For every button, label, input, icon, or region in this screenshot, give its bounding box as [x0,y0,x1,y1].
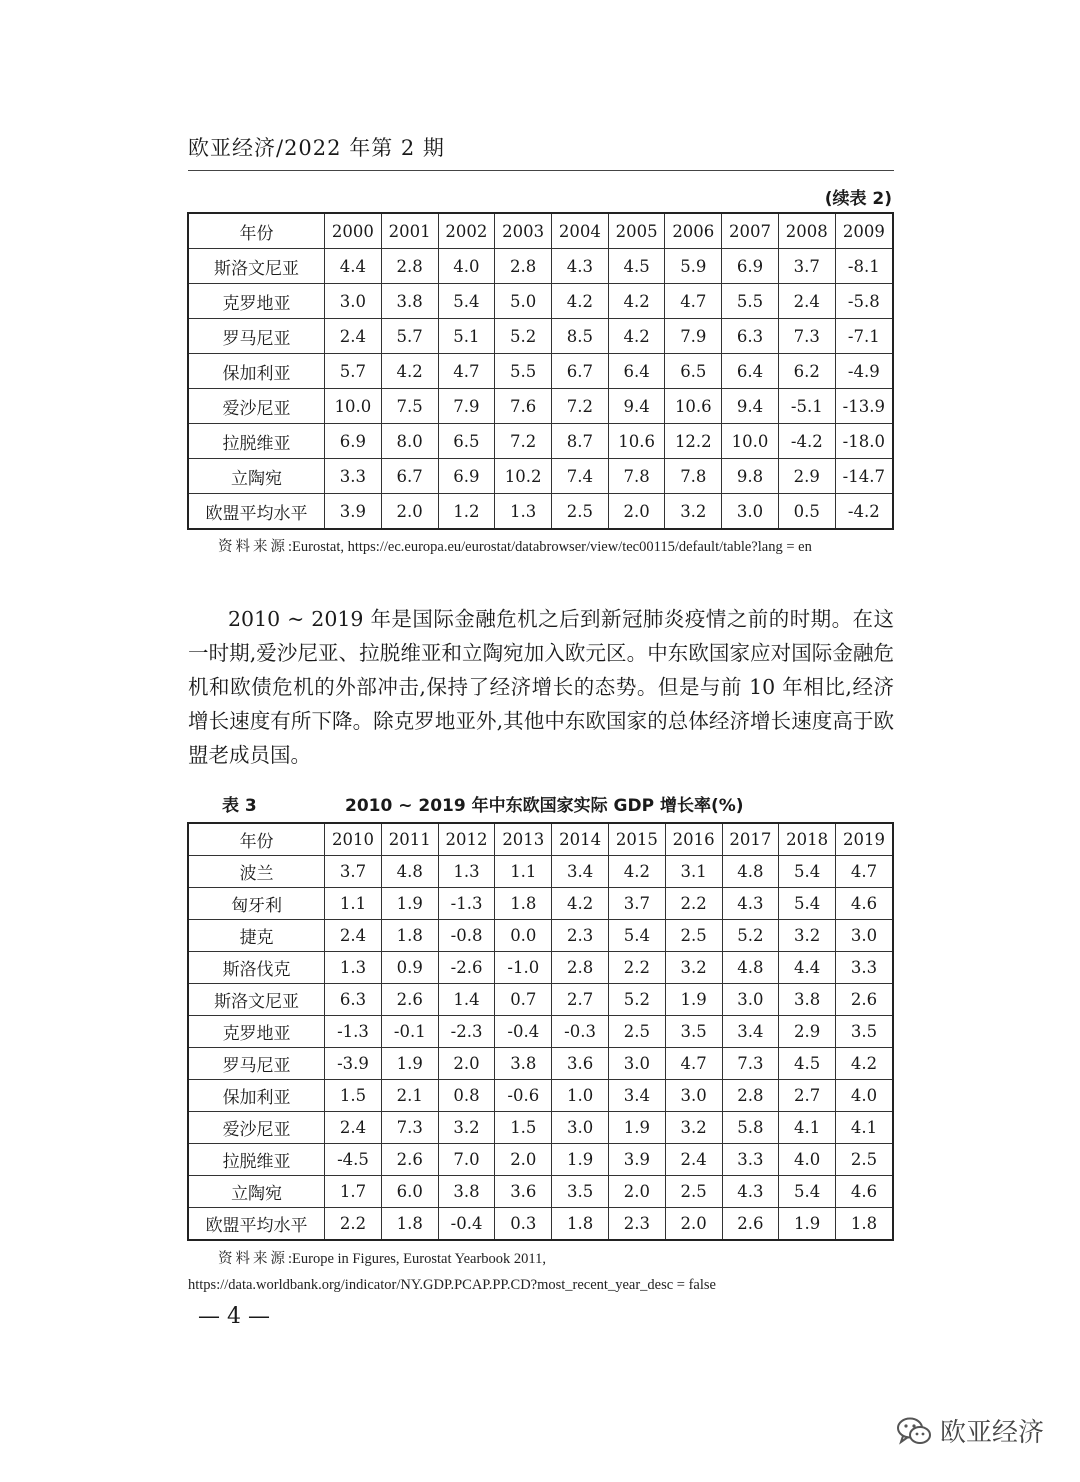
table-row [188,459,893,494]
table-cell: 7.2 [551,389,608,424]
table-cell: 7.3 [381,1112,438,1144]
table-cell: 2.2 [608,952,665,984]
row-label-country: 爱沙尼亚 [188,389,325,424]
table-cell: 6.7 [381,459,438,494]
table-cell: 6.5 [665,354,722,389]
source-label: 资料来源 [218,1251,288,1267]
table-cell: 3.8 [495,1048,552,1080]
watermark-text: 欧亚经济 [939,1418,1044,1448]
table-cell: 2.8 [381,249,438,284]
table-cell: 3.0 [665,1080,722,1112]
table-cell: 5.2 [495,319,552,354]
table-cell: 3.2 [665,494,722,530]
table-cell: 2.0 [438,1048,495,1080]
table-cell: 2.9 [778,459,835,494]
table-cell: 3.6 [495,1176,552,1208]
table-cell: 0.7 [495,984,552,1016]
row-label-country: 立陶宛 [188,1176,325,1208]
table-cell: 5.4 [779,1176,836,1208]
table-cell: -1.3 [438,888,495,920]
table-row [188,856,893,888]
table-row [188,354,893,389]
table-cell: 3.3 [325,459,382,494]
table-cell: 0.9 [381,952,438,984]
table-cell: 8.0 [381,424,438,459]
row-label-country: 斯洛文尼亚 [188,984,325,1016]
table-cell: 5.7 [381,319,438,354]
table-cell: -4.9 [835,354,893,389]
table-cell: 5.9 [665,249,722,284]
table-cell: 4.2 [608,284,665,319]
header-cell-year: 2011 [381,823,438,856]
table-cell: 3.0 [552,1112,609,1144]
table-row [188,389,893,424]
table-cell: 12.2 [665,424,722,459]
table-header-row [188,823,893,856]
table-cell: 7.8 [608,459,665,494]
row-label-country: 克罗地亚 [188,284,325,319]
table-cell: 2.2 [665,888,722,920]
table-cell: 2.0 [495,1144,552,1176]
table-cell: 6.7 [551,354,608,389]
table-cell: 2.6 [836,984,893,1016]
table-cell: 1.3 [495,494,552,530]
table-cell: 3.4 [608,1080,665,1112]
table-cell: -0.6 [495,1080,552,1112]
header-cell-year: 2002 [438,213,495,249]
table-cell: 4.8 [722,952,779,984]
table-header-row [188,213,893,249]
table-cell: 1.8 [381,1208,438,1241]
table-cell: 1.0 [552,1080,609,1112]
table-cell: 3.4 [552,856,609,888]
table-cell: 1.3 [325,952,382,984]
table-cell: 5.4 [608,920,665,952]
header-cell-year: 2017 [722,823,779,856]
table-cell: 6.0 [381,1176,438,1208]
table-cell: 3.1 [665,856,722,888]
table-cell: 3.5 [836,1016,893,1048]
table-cell: 4.2 [608,319,665,354]
table-cell: -0.1 [381,1016,438,1048]
header-cell-year-label: 年份 [188,823,325,856]
row-label-country: 匈牙利 [188,888,325,920]
table-cell: 3.9 [608,1144,665,1176]
header-cell-year: 2001 [381,213,438,249]
table-cell: -4.5 [325,1144,382,1176]
table-cell: 2.8 [495,249,552,284]
table-cell: 9.4 [608,389,665,424]
table-cell: -0.4 [495,1016,552,1048]
table-cell: 2.0 [608,494,665,530]
header-cell-year: 2014 [552,823,609,856]
table-cell: 4.2 [552,888,609,920]
table-cell: 4.2 [836,1048,893,1080]
table-cell: 4.7 [665,1048,722,1080]
table-cell: -13.9 [835,389,893,424]
header-cell-year-label: 年份 [188,213,325,249]
table-cell: 1.9 [665,984,722,1016]
table-cell: 3.2 [665,1112,722,1144]
table-cell: 4.3 [722,1176,779,1208]
row-label-country: 欧盟平均水平 [188,494,325,530]
table-cell: 7.2 [495,424,552,459]
table-cell: 4.8 [722,856,779,888]
table-cell: 2.8 [552,952,609,984]
table-cell: 2.0 [665,1208,722,1241]
table-cell: 1.9 [552,1144,609,1176]
table-cell: 2.5 [551,494,608,530]
table-cell: 1.9 [779,1208,836,1241]
table-cell: 4.5 [608,249,665,284]
wechat-icon [896,1416,932,1446]
table-cell: -1.3 [325,1016,382,1048]
table-cell: 5.4 [779,888,836,920]
table2-source-note [188,534,894,560]
table-cell: 3.2 [438,1112,495,1144]
table-cell: 4.7 [665,284,722,319]
table-cell: 3.4 [722,1016,779,1048]
table-cell: 4.7 [438,354,495,389]
table-cell: -14.7 [835,459,893,494]
table-cell: 1.9 [381,1048,438,1080]
row-label-country: 保加利亚 [188,354,325,389]
table-cell: 1.1 [325,888,382,920]
table-cell: 5.5 [722,284,779,319]
row-label-country: 捷克 [188,920,325,952]
row-label-country: 斯洛文尼亚 [188,249,325,284]
table-cell: 1.8 [552,1208,609,1241]
table-cell: 8.5 [551,319,608,354]
row-label-country: 保加利亚 [188,1080,325,1112]
table-cell: 10.6 [665,389,722,424]
table-cell: 2.6 [381,1144,438,1176]
table-cell: 3.7 [778,249,835,284]
table-cell: 1.4 [438,984,495,1016]
table-row [188,952,893,984]
table-cell: 2.4 [665,1144,722,1176]
table-cell: 1.8 [495,888,552,920]
table-cell: 1.8 [381,920,438,952]
header-cell-year: 2003 [495,213,552,249]
table-cell: 2.9 [779,1016,836,1048]
header-cell-year: 2004 [551,213,608,249]
table-cell: 4.4 [779,952,836,984]
table-cell: 3.2 [779,920,836,952]
table-cell: 6.2 [778,354,835,389]
table3-title: 2010 ~ 2019 年中东欧国家实际 GDP 增长率(%) [345,796,744,816]
row-label-country: 罗马尼亚 [188,319,325,354]
table-cell: -5.8 [835,284,893,319]
table-cell: -0.4 [438,1208,495,1241]
row-label-country: 罗马尼亚 [188,1048,325,1080]
table-row [188,1048,893,1080]
table-row [188,1144,893,1176]
table-cell: 3.0 [608,1048,665,1080]
table-cell: 4.8 [381,856,438,888]
header-cell-year: 2016 [665,823,722,856]
source-text: :Eurostat, https://ec.europa.eu/eurostat/databrowser/view/tec00115/default/table?lang = en [288,539,812,555]
table-cell: 4.1 [836,1112,893,1144]
table-cell: 1.9 [381,888,438,920]
table-cell: 1.5 [325,1080,382,1112]
header-cell-year: 2000 [325,213,382,249]
table-cell: 7.8 [665,459,722,494]
table-cell: -7.1 [835,319,893,354]
header-cell-year: 2018 [779,823,836,856]
table-cell: 4.2 [551,284,608,319]
table-cell: 1.9 [608,1112,665,1144]
table-cell: 2.8 [722,1080,779,1112]
table-cell: 7.9 [438,389,495,424]
table-cell: 10.0 [722,424,779,459]
table-cell: 9.4 [722,389,779,424]
table-row [188,319,893,354]
table-cell: 5.4 [779,856,836,888]
running-header: 欧亚经济/2022 年第 2 期 [188,132,894,171]
table-row [188,920,893,952]
table-row [188,1208,893,1241]
table-cell: 2.6 [381,984,438,1016]
header-cell-year: 2010 [325,823,382,856]
table-cell: 0.3 [495,1208,552,1241]
table-cell: 7.6 [495,389,552,424]
table-row [188,249,893,284]
table-cell: 5.2 [608,984,665,1016]
table-cell: 2.6 [722,1208,779,1241]
table-cell: 4.4 [325,249,382,284]
table-cell: 3.0 [836,920,893,952]
header-cell-year: 2005 [608,213,665,249]
table-cell: 10.6 [608,424,665,459]
table-cell: 4.3 [551,249,608,284]
table-cell: 2.5 [836,1144,893,1176]
table-cell: 2.4 [325,319,382,354]
header-cell-year: 2012 [438,823,495,856]
table-cell: 3.5 [665,1016,722,1048]
table-cell: 4.2 [608,856,665,888]
table-cell: 7.3 [722,1048,779,1080]
row-label-country: 斯洛伐克 [188,952,325,984]
table-cell: 5.8 [722,1112,779,1144]
gdp-table-2000-2009 [187,212,894,530]
table-cell: 6.3 [722,319,779,354]
table-cell: -2.3 [438,1016,495,1048]
table-cell: 4.0 [438,249,495,284]
table-cell: 4.1 [779,1112,836,1144]
table-row [188,984,893,1016]
table-cell: -4.2 [778,424,835,459]
table-cell: 1.2 [438,494,495,530]
table-cell: 2.7 [552,984,609,1016]
table-cell: 5.4 [438,284,495,319]
source-label: 资料来源 [218,539,288,555]
table-cell: 0.5 [778,494,835,530]
table-continuation-label: (续表 2) [824,189,892,209]
table-cell: 3.3 [836,952,893,984]
table-cell: 6.4 [608,354,665,389]
table-cell: 3.2 [665,952,722,984]
table-cell: 2.4 [325,920,382,952]
header-cell-year: 2006 [665,213,722,249]
table-cell: 1.3 [438,856,495,888]
table-cell: 2.5 [608,1016,665,1048]
table-cell: 2.4 [325,1112,382,1144]
table-cell: 2.3 [552,920,609,952]
gdp-table-2010-2019 [187,822,894,1241]
table-cell: -8.1 [835,249,893,284]
table-cell: 4.6 [836,1176,893,1208]
table-cell: 3.3 [722,1144,779,1176]
table-cell: 2.2 [325,1208,382,1241]
table-row [188,888,893,920]
header-cell-year: 2013 [495,823,552,856]
table-cell: 8.7 [551,424,608,459]
page-number: — 4 — [198,1304,270,1329]
table-cell: 3.9 [325,494,382,530]
table-cell: 2.0 [381,494,438,530]
table-cell: 4.7 [836,856,893,888]
watermark [896,1412,1044,1449]
table-cell: 6.9 [325,424,382,459]
table-row [188,1112,893,1144]
table-cell: 6.9 [438,459,495,494]
table-row [188,1176,893,1208]
table-cell: 3.7 [325,856,382,888]
table-cell: 7.3 [778,319,835,354]
table-cell: 5.7 [325,354,382,389]
table-cell: -1.0 [495,952,552,984]
header-cell-year: 2009 [835,213,893,249]
source-text: :Europe in Figures, Eurostat Yearbook 2011, https://data.worldbank.org/indicator/NY.GDP.PCAP.PP.CD?most_recent_year_desc = false [188,1251,716,1293]
table-cell: 7.0 [438,1144,495,1176]
table-cell: 3.8 [381,284,438,319]
table-cell: 7.5 [381,389,438,424]
table-cell: 2.4 [778,284,835,319]
table-cell: 7.4 [551,459,608,494]
table-cell: 3.0 [722,494,779,530]
table-cell: -2.6 [438,952,495,984]
table-cell: 0.0 [495,920,552,952]
table-cell: 3.0 [722,984,779,1016]
header-cell-year: 2007 [722,213,779,249]
table-cell: 3.7 [608,888,665,920]
table-cell: 4.3 [722,888,779,920]
table-row [188,1080,893,1112]
table-cell: -3.9 [325,1048,382,1080]
row-label-country: 拉脱维亚 [188,1144,325,1176]
table-row [188,284,893,319]
table-cell: 3.8 [779,984,836,1016]
table-cell: 2.5 [665,920,722,952]
table-cell: 1.5 [495,1112,552,1144]
table-cell: 3.0 [325,284,382,319]
table-cell: 4.2 [381,354,438,389]
table-cell: -5.1 [778,389,835,424]
table-cell: 4.0 [779,1144,836,1176]
table-row [188,1016,893,1048]
table-cell: 0.8 [438,1080,495,1112]
table-cell: 2.7 [779,1080,836,1112]
table-cell: -0.8 [438,920,495,952]
table-cell: 2.3 [608,1208,665,1241]
table-cell: 1.1 [495,856,552,888]
table-cell: -4.2 [835,494,893,530]
table-cell: 1.7 [325,1176,382,1208]
table-cell: 9.8 [722,459,779,494]
table-cell: 2.1 [381,1080,438,1112]
table-cell: 3.6 [552,1048,609,1080]
row-label-country: 克罗地亚 [188,1016,325,1048]
body-paragraph: 2010 ~ 2019 年是国际金融危机之后到新冠肺炎疫情之前的时期。在这一时期,爱沙尼亚、拉脱维亚和立陶宛加入欧元区。中东欧国家应对国际金融危机和欧债危机的外部冲击,保持了经济增长的态势。但是与前 10 年相比,经济增长速度有所下降。除克罗地亚外,其他中东欧国家的总体经济增长速度高于欧盟老成员国。 [188,607,894,767]
table-cell: 3.8 [438,1176,495,1208]
table-cell: 5.0 [495,284,552,319]
table-cell: -18.0 [835,424,893,459]
row-label-country: 波兰 [188,856,325,888]
table-cell: 7.9 [665,319,722,354]
table-cell: 6.5 [438,424,495,459]
table-cell: 4.0 [836,1080,893,1112]
header-cell-year: 2008 [778,213,835,249]
table-cell: 2.5 [665,1176,722,1208]
header-cell-year: 2015 [608,823,665,856]
table-cell: 2.0 [608,1176,665,1208]
table-cell: -0.3 [552,1016,609,1048]
table-cell: 6.9 [722,249,779,284]
row-label-country: 立陶宛 [188,459,325,494]
table-cell: 1.8 [836,1208,893,1241]
table3-source-note [188,1246,894,1298]
table-cell: 10.2 [495,459,552,494]
table-row [188,494,893,530]
table-cell: 6.3 [325,984,382,1016]
row-label-country: 爱沙尼亚 [188,1112,325,1144]
table-cell: 4.6 [836,888,893,920]
table-cell: 6.4 [722,354,779,389]
table-cell: 5.1 [438,319,495,354]
table-cell: 5.5 [495,354,552,389]
table-cell: 3.5 [552,1176,609,1208]
table-cell: 10.0 [325,389,382,424]
row-label-country: 拉脱维亚 [188,424,325,459]
header-cell-year: 2019 [836,823,893,856]
table-cell: 5.2 [722,920,779,952]
table3-number: 表 3 [222,796,257,816]
table-row [188,424,893,459]
row-label-country: 欧盟平均水平 [188,1208,325,1241]
table-cell: 4.5 [779,1048,836,1080]
